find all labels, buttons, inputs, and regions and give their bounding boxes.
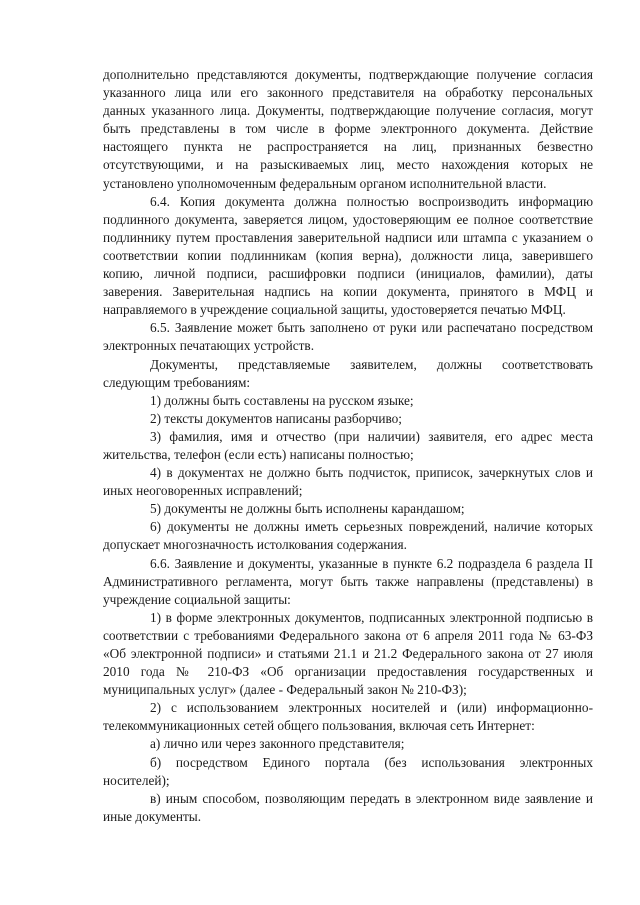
paragraph-6-5: 6.5. Заявление может быть заполнено от руки или распечатано посредством электронных печатающих устройств. — [103, 320, 593, 354]
list-item-electronic-documents: 1) в форме электронных документов, подписанных электронной подписью в соответствии с требованиями Федерального закона от 6 апреля 2011 года № 63-ФЗ «Об электронной подписи» и статьями 21.1 и 21.2 Федерального закона от 27 июля 2010 года № 210-ФЗ «Об организации предоставления государственных и муниципальных услуг» (далее - Федеральный закон № 210-ФЗ); — [103, 609, 593, 698]
sublist-item-c: в) иным способом, позволяющим передать в электронном виде заявление и иные документы. — [103, 790, 593, 824]
list-item-6: 6) документы не должны иметь серьезных повреждений, наличие которых допускает многозначность истолкования содержания. — [103, 519, 593, 553]
paragraph-6-4: 6.4. Копия документа должна полностью воспроизводить информацию подлинного документа, заверяется лицом, удостоверяющим ее полное соответствие подлиннику путем проставления заверительной надписи или штампа с указанием о соответствии копии подлинникам (копия верна), должности лица, заверившего копию, личной подписи, расшифровки подписи (инициалов, фамилии), даты заверения. Заверительная надпись на копии документа, принятого в МФЦ и направляемого в учреждение социальной защиты, удостоверяется печатью МФЦ. — [103, 193, 593, 318]
list-item-electronic-media: 2) с использованием электронных носителей и (или) информационно-телекоммуникационных сетей общего пользования, включая сеть Интернет: — [103, 700, 593, 734]
sublist-item-b: б) посредством Единого портала (без использования электронных носителей); — [103, 754, 593, 788]
list-item-4: 4) в документах не должно быть подчисток, приписок, зачеркнутых слов и иных неоговоренных исправлений; — [103, 465, 593, 499]
paragraph-6-6: 6.6. Заявление и документы, указанные в пункте 6.2 подраздела 6 раздела II Административного регламента, могут быть также направлены (представлены) в учреждение социальной защиты: — [103, 555, 593, 607]
paragraph-requirements-intro: Документы, представляемые заявителем, должны соответствовать следующим требованиям: — [103, 356, 593, 390]
paragraph-consent-continuation: дополнительно представляются документы, подтверждающие получение согласия указанного лица или его законного представителя на обработку персональных данных указанного лица. Документы, подтверждающие получение согласия, могут быть представлены в том числе в форме электронного документа. Действие настоящего пункта не распространяется на лиц, признанных безвестно отсутствующими, и на разыскиваемых лиц, место нахождения которых не установлено уполномоченным федеральным органом исполнительной власти. — [103, 67, 593, 191]
document-body — [103, 66, 593, 826]
list-item-2: 2) тексты документов написаны разборчиво; — [150, 410, 402, 426]
list-item-3: 3) фамилия, имя и отчество (при наличии) заявителя, его адрес места жительства, телефон (если есть) написаны полностью; — [103, 428, 593, 462]
sublist-item-a: а) лично или через законного представителя; — [150, 736, 405, 752]
list-item-5: 5) документы не должны быть исполнены карандашом; — [150, 501, 465, 517]
list-item-1: 1) должны быть составлены на русском языке; — [150, 392, 414, 408]
